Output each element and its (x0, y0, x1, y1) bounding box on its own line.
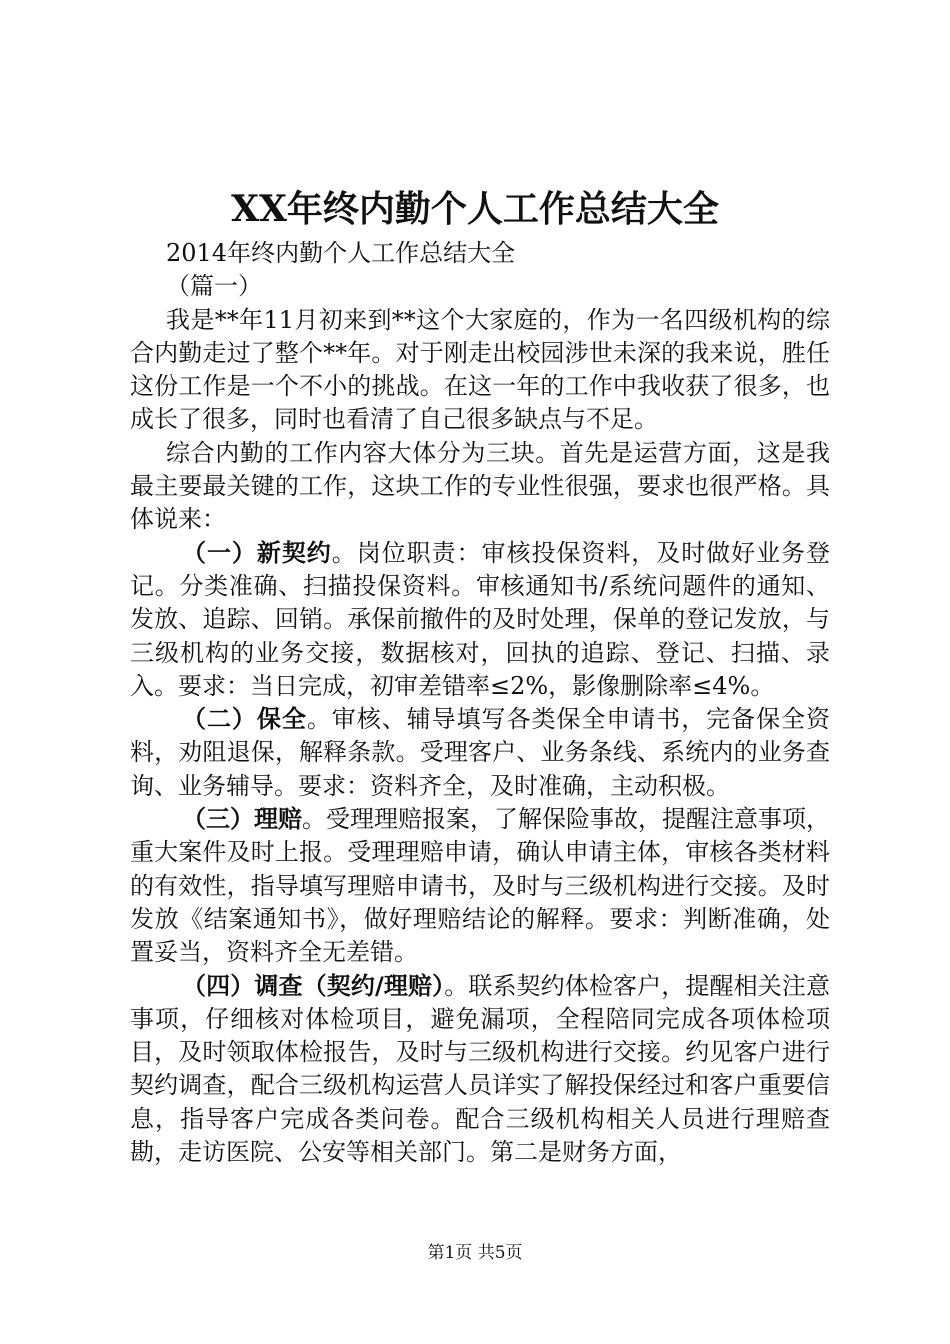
piece-label: （篇一） (166, 272, 262, 301)
section-heading: （三）理赔 (182, 805, 302, 834)
document-title: XX年终内勤个人工作总结大全 (231, 188, 719, 230)
paragraph: 我是**年11月初来到**这个大家庭的，作为一名四级机构的综合内勤走过了整个**年。对于刚走出校园涉世未深的我来说，胜任这份工作是一个不小的挑战。在这一年的工作中我收获了很多，也成长了很多，同时也看清了自己很多缺点与不足。 (130, 305, 830, 434)
section-item (130, 537, 830, 703)
section-item (130, 703, 830, 803)
section-text: 。审核、辅导填写各类保全申请书，完备保全资料，劝阻退保，解释条款。受理客户、业务条线、系统内的业务查询、业务辅导。要求：资料齐全，及时准确，主动积极。 (130, 705, 831, 800)
section-item (130, 970, 830, 1170)
section-heading: （四）调查（契约/理赔） (182, 971, 445, 1000)
section-text: 。岗位职责：审核投保资料，及时做好业务登记。分类准确、扫描投保资料。审核通知书/系统问题件的通知、发放、追踪、回销。承保前撤件的及时处理，保单的登记发放，与三级机构的业务交接，数据核对，回执的追踪、登记、扫描、录入。要求：当日完成，初审差错率≤2%，影像删除率≤4%。 (130, 538, 831, 700)
section-heading: （一）新契约 (182, 538, 332, 567)
section-item (130, 803, 830, 969)
document-subtitle: 2014年终内勤个人工作总结大全 (166, 239, 516, 267)
section-text: 。受理理赔报案，了解保险事故，提醒注意事项，重大案件及时上报。受理理赔申请，确认申请主体，审核各类材料的有效性，指导填写理赔申请书，及时与三级机构进行交接。及时发放《结案通知书》，做好理赔结论的解释。要求：判断准确，处置妥当，资料齐全无差错。 (130, 805, 830, 967)
section-text: 。联系契约体检客户，提醒相关注意事项，仔细核对体检项目，避免漏项，全程陪同完成各项体检项目，及时领取体检报告，及时与三级机构进行交接。约见客户进行契约调查，配合三级机构运营人员详实了解投保经过和客户重要信息，指导客户完成各类问卷。配合三级机构相关人员进行理赔查勘，走访医院、公安等相关部门。第二是财务方面， (130, 971, 830, 1167)
page-number: 第1页 共5页 (427, 1243, 523, 1263)
paragraph: 综合内勤的工作内容大体分为三块。首先是运营方面，这是我最主要最关键的工作，这块工作的专业性很强，要求也很严格。具体说来： (130, 438, 830, 534)
section-heading: （二）保全 (182, 705, 307, 734)
document-body (130, 237, 830, 1169)
